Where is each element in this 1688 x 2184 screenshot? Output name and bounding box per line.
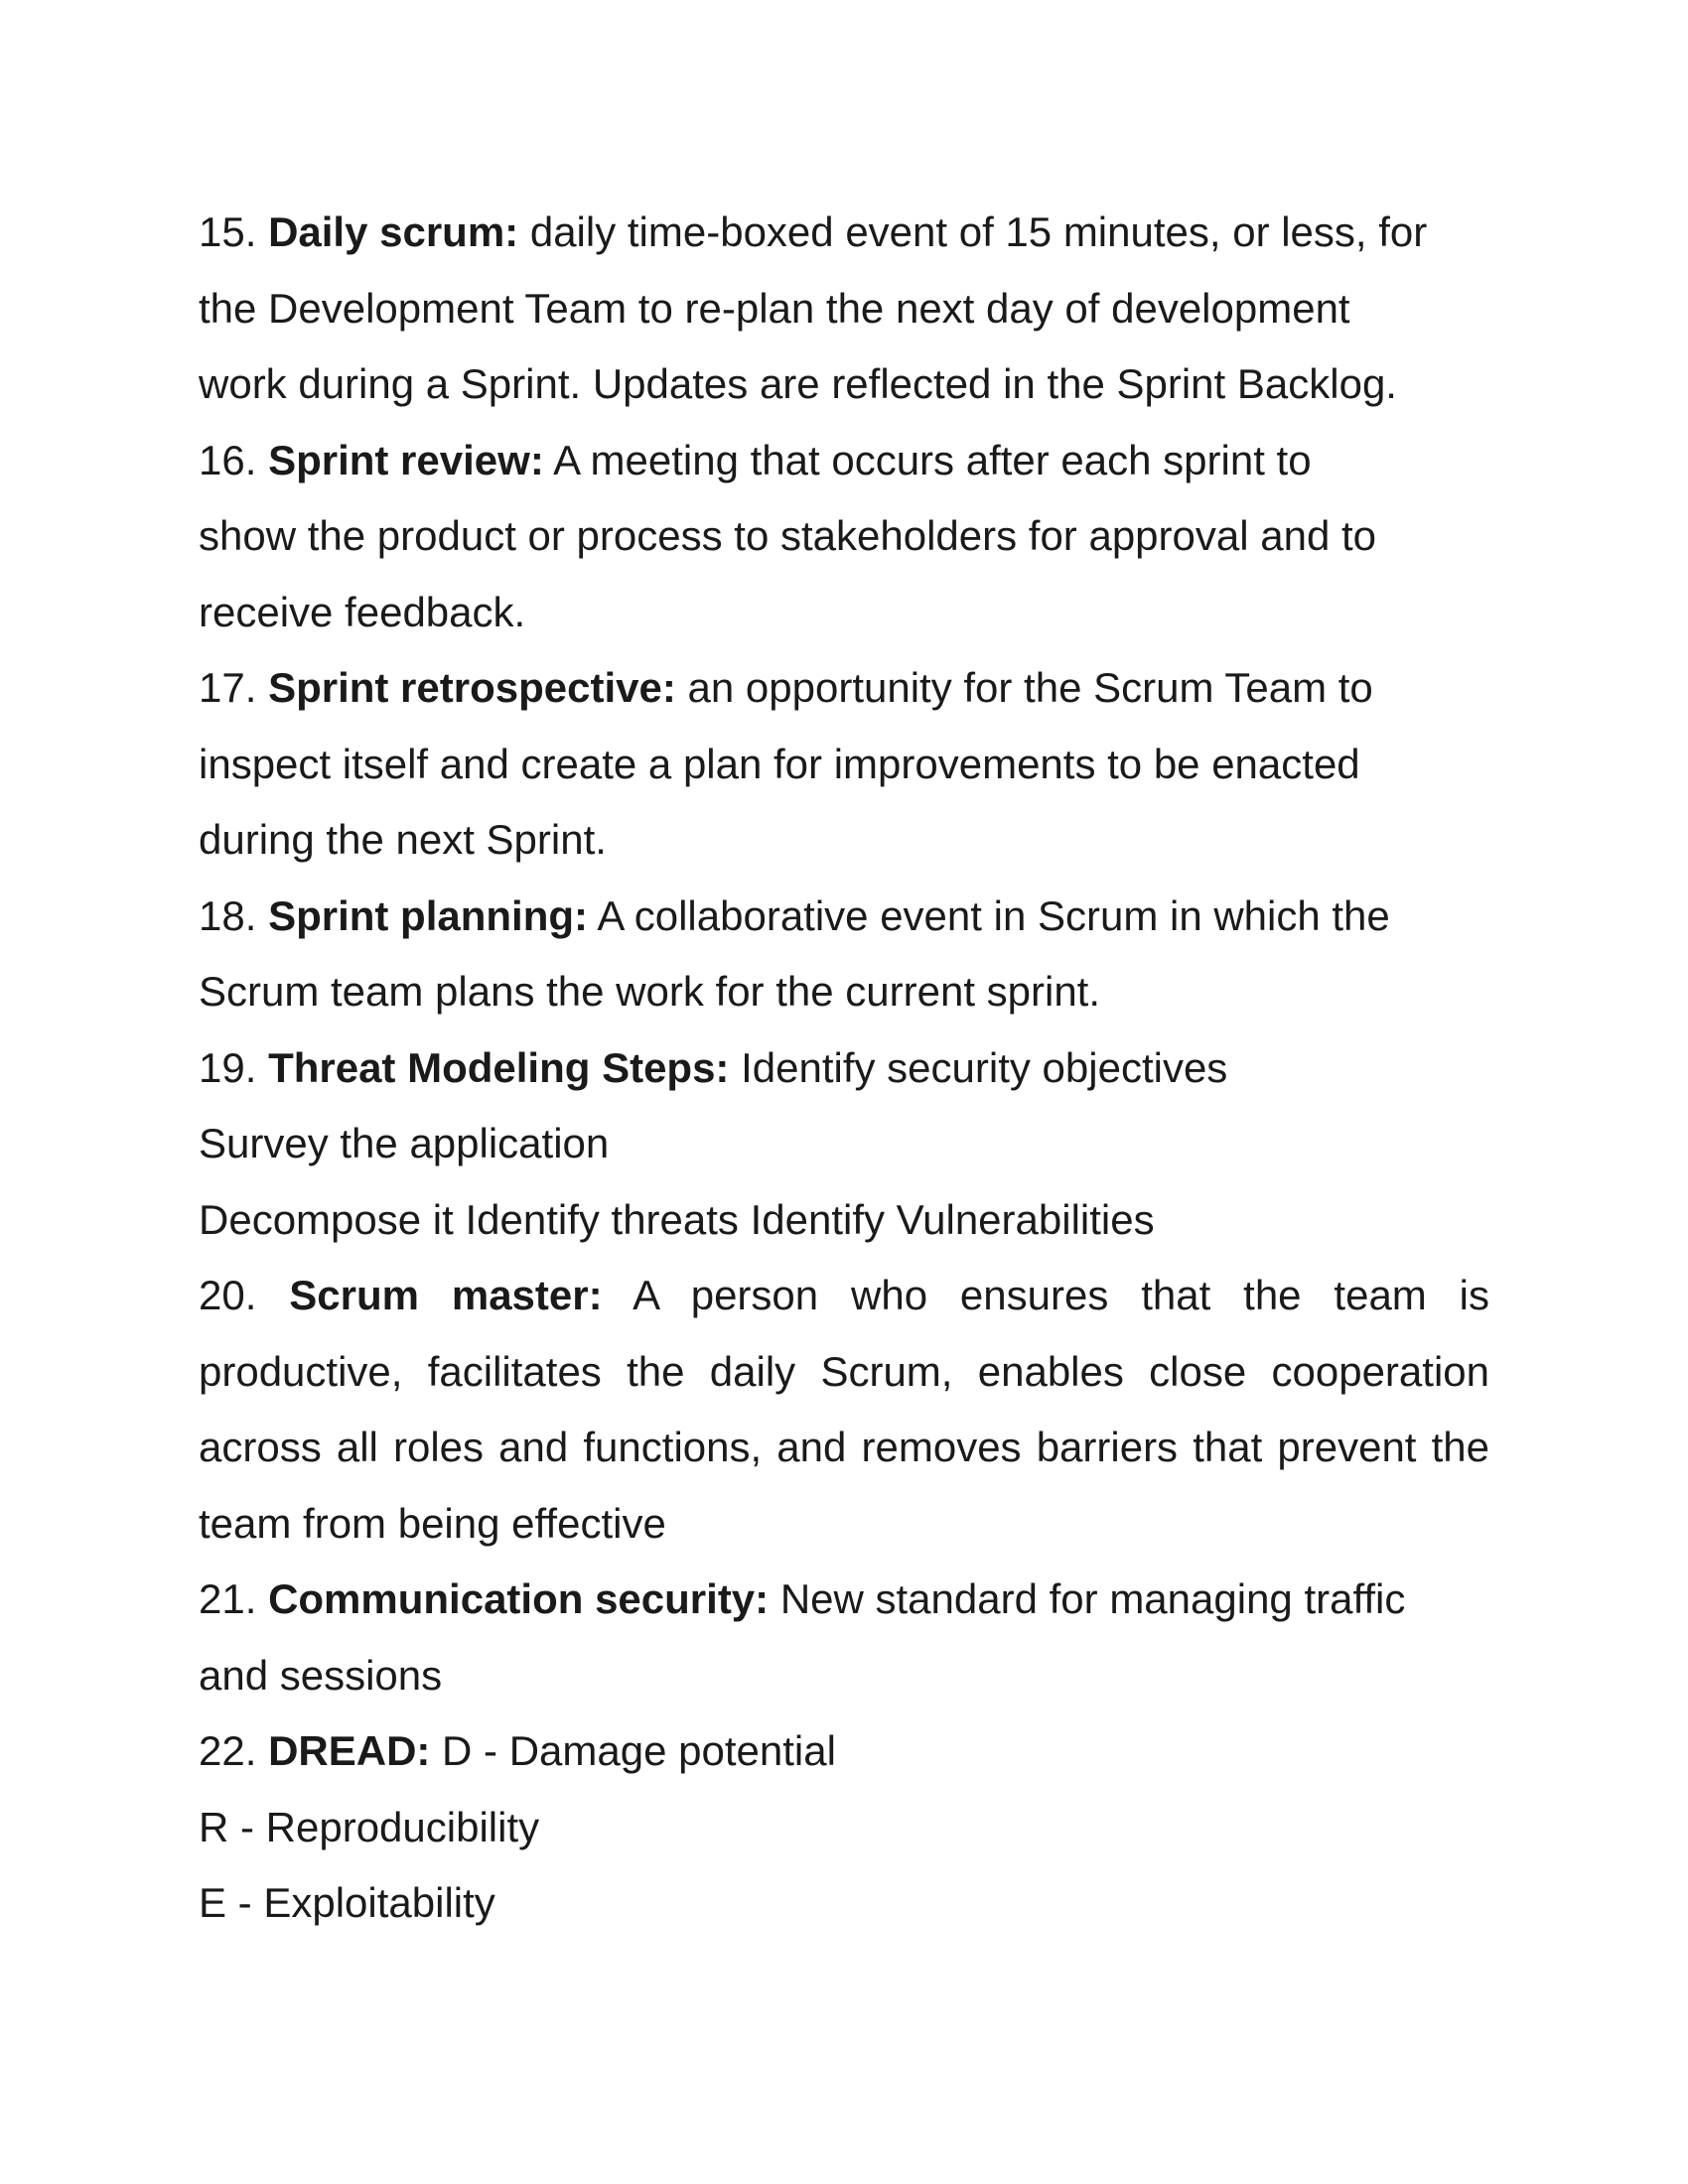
item-line: [199, 650, 1489, 727]
item-text: A meeting that occurs after each sprint to: [543, 436, 1312, 483]
item-line: [199, 1030, 1489, 1107]
item-term: Communication security:: [268, 1575, 770, 1622]
item-term: Sprint review:: [268, 436, 544, 483]
item-number: 22.: [199, 1727, 257, 1774]
item-text: D - Damage potential: [430, 1727, 836, 1774]
item-number: 17.: [199, 664, 257, 711]
item-line: during the next Sprint.: [199, 816, 607, 863]
item-line: Decompose it Identify threats Identify Vulnerabilities: [199, 1195, 1155, 1243]
item-text: daily time-boxed event of 15 minutes, or less, for: [518, 208, 1428, 255]
item-text: an opportunity for the Scrum Team to: [675, 664, 1373, 711]
glossary-item-dread: [199, 1713, 1489, 1942]
glossary-item-sprint-review: [199, 423, 1489, 651]
glossary-item-daily-scrum: [199, 195, 1489, 423]
item-line: productive, facilitates the daily Scrum, enables close cooperation: [199, 1347, 1489, 1395]
item-number: 16.: [199, 436, 257, 483]
item-line: Survey the application: [199, 1120, 610, 1166]
item-term: DREAD:: [268, 1727, 431, 1774]
item-line: [199, 1258, 1489, 1334]
item-line: [199, 1562, 1489, 1638]
item-term: Threat Modeling Steps:: [268, 1043, 730, 1091]
item-line: across all roles and functions, and removes barriers that prevent the: [199, 1424, 1489, 1470]
item-term: Scrum master:: [289, 1272, 603, 1318]
item-line: and sessions: [199, 1651, 443, 1699]
item-number: 20.: [199, 1272, 257, 1318]
item-line: [199, 423, 1489, 499]
item-number: 18.: [199, 891, 257, 939]
item-line: work during a Sprint. Updates are reflected in the Sprint Backlog.: [199, 360, 1397, 407]
item-text: A collaborative event in Scrum in which the: [588, 891, 1390, 939]
glossary-item-scrum-master: [199, 1258, 1489, 1562]
glossary-item-sprint-planning: [199, 879, 1489, 1030]
item-line: [199, 195, 1489, 271]
item-number: 21.: [199, 1575, 257, 1622]
glossary-text: [199, 195, 1489, 1942]
item-line: E - Exploitability: [199, 1879, 495, 1926]
glossary-item-threat-modeling-steps: [199, 1030, 1489, 1259]
item-line: Scrum team plans the work for the current sprint.: [199, 968, 1101, 1015]
item-number: 19.: [199, 1043, 257, 1091]
item-line: the Development Team to re-plan the next day of development: [199, 284, 1350, 332]
item-line: inspect itself and create a plan for improvements to be enacted: [199, 740, 1360, 787]
item-text: New standard for managing traffic: [769, 1575, 1406, 1622]
item-number: 15.: [199, 208, 257, 255]
item-term: Sprint retrospective:: [268, 664, 676, 711]
glossary-item-sprint-retrospective: [199, 650, 1489, 879]
item-line: [199, 1713, 1489, 1790]
item-term: Sprint planning:: [268, 891, 589, 939]
item-term: Daily scrum:: [268, 208, 519, 255]
glossary-item-communication-security: [199, 1562, 1489, 1713]
item-line: show the product or process to stakeholders for approval and to: [199, 512, 1377, 559]
item-line: [199, 879, 1489, 955]
item-line: receive feedback.: [199, 588, 526, 635]
item-text: A person who ensures that the team is: [602, 1272, 1489, 1318]
item-text: Identify security objectives: [729, 1043, 1228, 1091]
item-line: team from being effective: [199, 1499, 666, 1547]
item-line: R - Reproducibility: [199, 1803, 540, 1850]
